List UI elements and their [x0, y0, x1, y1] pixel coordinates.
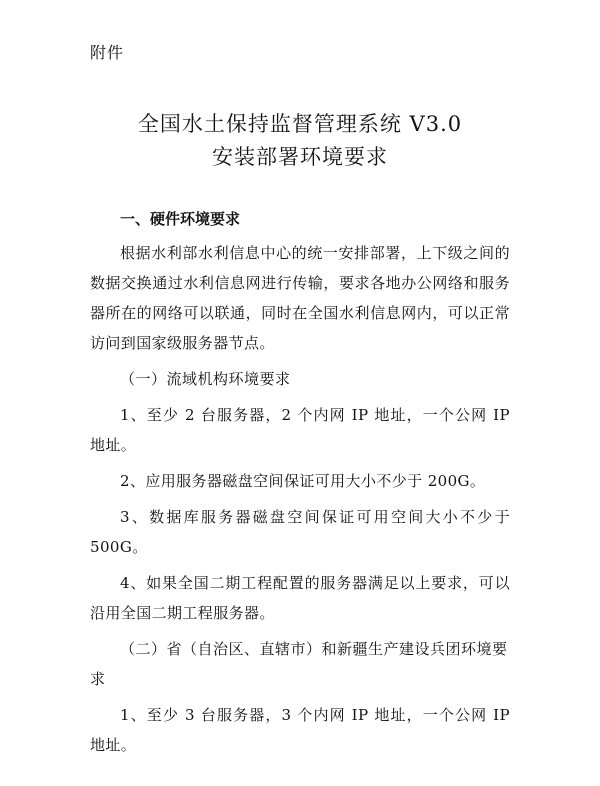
section-heading-hardware: 一、硬件环境要求 [120, 210, 241, 228]
subsection-heading-basin: （一）流域机构环境要求 [120, 370, 291, 388]
basin-item-2: 2、应用服务器磁盘空间保证可用大小不少于 200G。 [120, 472, 486, 490]
document-body [90, 204, 510, 760]
subsection-heading-province: （二）省（自治区、直辖市）和新疆生产建设兵团环境要求 [90, 640, 508, 688]
document-title-line-2: 安装部署环境要求 [212, 145, 388, 169]
document-title-line-1: 全国水土保持监督管理系统 V3.0 [137, 112, 463, 136]
attachment-label: 附件 [90, 43, 125, 62]
paragraph-intro: 根据水利部水利信息中心的统一安排部署，上下级之间的数据交换通过水利信息网进行传输，要求各地办公网络和服务器所在的网络可以联通，同时在全国水利信息网内，可以正常访问到国家级服务器节点。 [90, 244, 510, 352]
province-item-1: 1、至少 3 台服务器，3 个内网 IP 地址，一个公网 IP 地址。 [90, 706, 510, 754]
basin-item-4: 4、如果全国二期工程配置的服务器满足以上要求，可以沿用全国二期工程服务器。 [90, 574, 510, 622]
basin-item-3: 3、数据库服务器磁盘空间保证可用空间大小不少于 500G。 [90, 508, 510, 556]
basin-item-1: 1、至少 2 台服务器，2 个内网 IP 地址，一个公网 IP 地址。 [90, 406, 510, 454]
